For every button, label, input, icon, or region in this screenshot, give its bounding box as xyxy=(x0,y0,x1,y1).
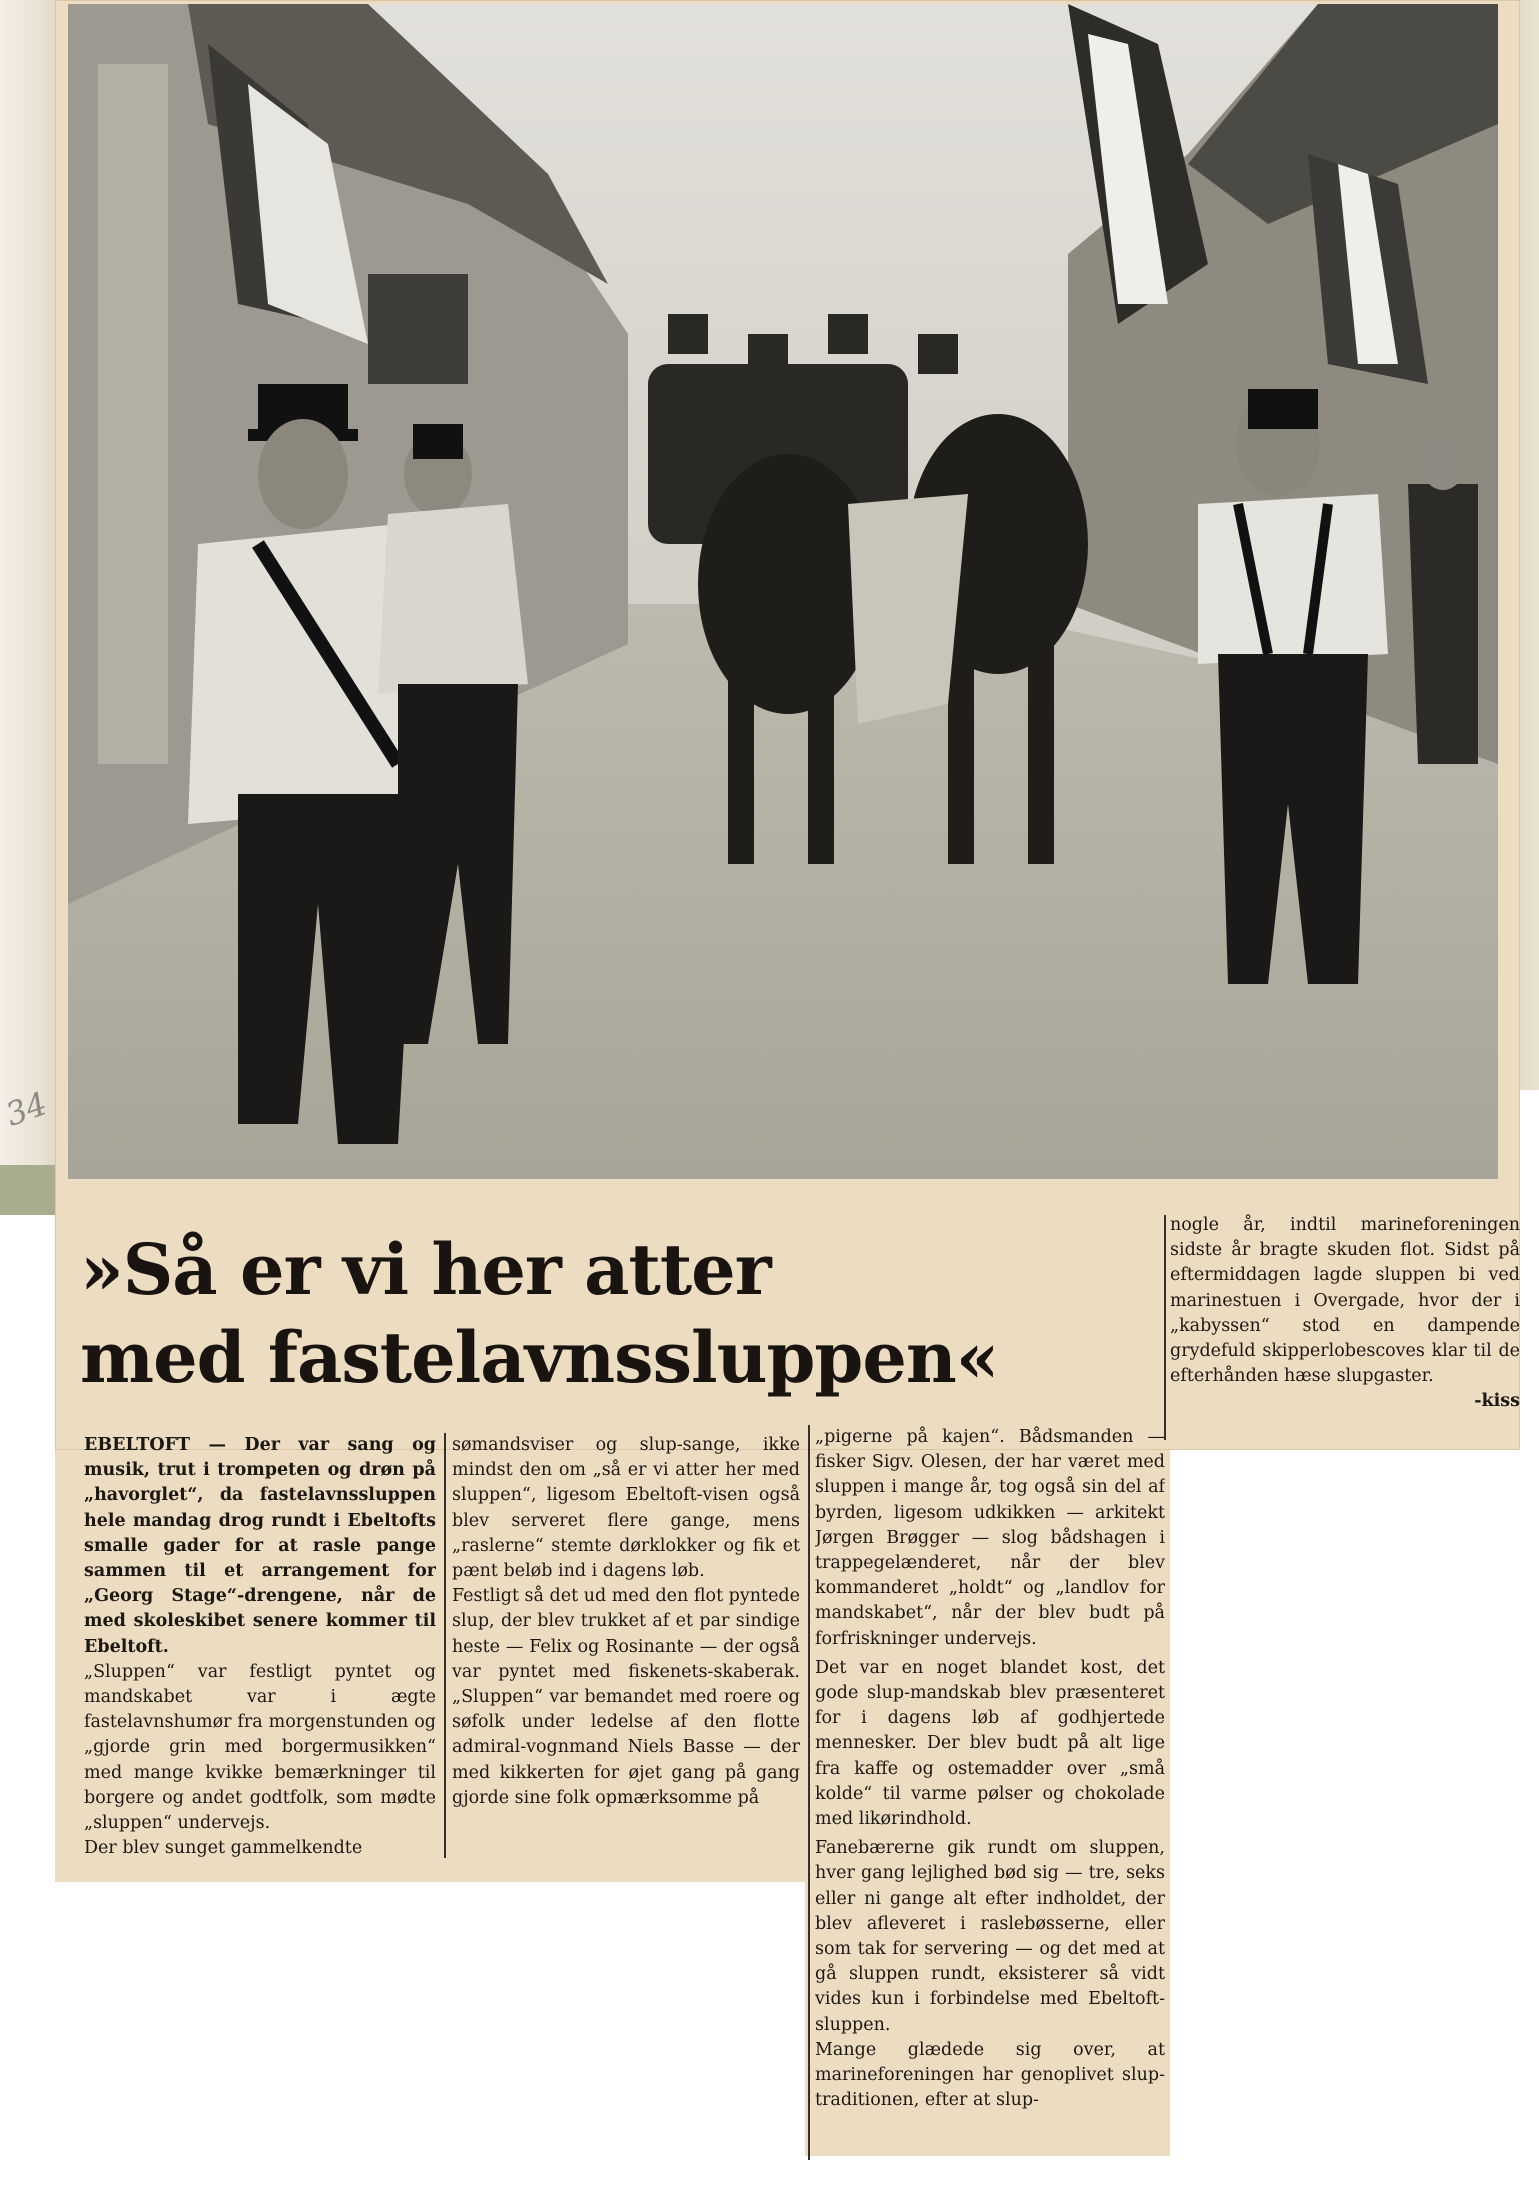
body-paragraph: Festligt så det ud med den flot pyntede slup, der blev trukket af et par sindige heste — Felix og Rosinante — der også var pyntet med fiskenets-skaberak. „Sluppen“ var bemandet med roere og søfolk under ledelse af den flotte admiral-vognmand Niels Basse — der med kikkerten for øjet gang på gang gjorde sine folk opmærksomme på xyxy=(452,1586,800,1808)
article-column-3 xyxy=(815,1425,1165,2160)
headline-line-2: med fastelavnssluppen« xyxy=(80,1316,999,1400)
column-rule-1 xyxy=(444,1433,446,1858)
body-paragraph: Der blev sunget gammelkendte xyxy=(84,1838,363,1859)
house-wall-left xyxy=(98,64,168,764)
headline-line-1: »Så er vi her atter xyxy=(80,1228,771,1312)
column-rule-2 xyxy=(808,1425,810,2160)
pencil-page-number: 34 xyxy=(0,1084,52,1134)
body-paragraph: Mange glædede sig over, at marineforeningen har genoplivet slup-traditionen, efter at slup- xyxy=(815,2039,1165,2111)
house-window xyxy=(368,274,468,384)
body-paragraph: nogle år, indtil marineforeningen sidste år bragte skuden flot. Sidst på eftermiddagen lagde sluppen bi ved marinestuen i Overgade, hvor der i „kabyssen“ stod en dampende grydefuld skipperlobescoves klar til de efterhånden hæse slupgaster. xyxy=(1170,1215,1520,1387)
column-rule-3 xyxy=(1164,1215,1166,1440)
man-right-background xyxy=(1408,438,1478,764)
author-signature: -kiss xyxy=(1474,1391,1520,1412)
cutout-area-bottom xyxy=(55,1882,805,2200)
body-paragraph: „pigerne på kajen“. Bådsmanden — fisker Sigv. Olesen, der har været med sluppen i mange år, tog også sin del af byrden, ligesom udkikken — arkitekt Jørgen Brøgger — slog bådshagen i trappegelænderet, når der blev kommanderet „holdt“ og „landlov for mandskabet“, når der blev budt på forfriskninger undervejs. xyxy=(815,1427,1165,1649)
body-paragraph: sømandsviser og slup-sange, ikke mindst den om „så er vi atter her med sluppen“, ligesom Ebeltoft-visen også blev serveret flere gange, mens „raslerne“ stemte dørklokker og fik et pænt beløb ind i dagens løb. xyxy=(452,1435,800,1582)
article-column-4 xyxy=(1170,1213,1520,1443)
lead-paragraph: EBELTOFT — Der var sang og musik, trut i trompeten og drøn på „havorglet“, da fastelavnssluppen hele mandag drog rundt i Ebeltofts smalle gader for at rasle pange sammen til et arrangement for „Georg Stage“-drengene, når de med skoleskibet senere kommer til Ebeltoft. xyxy=(84,1435,436,1657)
body-paragraph: Det var en noget blandet kost, det gode slup-mandskab blev præsenteret for i dagens løb af godhjertede mennesker. Der blev budt på alt lige fra kaffe og ostemadder over „små kolde“ til varme pølser og chokolade med likørindhold. xyxy=(815,1657,1165,1830)
article-column-2 xyxy=(452,1433,800,1865)
article-column-1 xyxy=(84,1433,436,1865)
parade-photograph xyxy=(68,4,1498,1179)
article-headline xyxy=(80,1226,999,1402)
cutout-area xyxy=(1170,1450,1539,2200)
parade-photo-illustration xyxy=(68,4,1498,1179)
body-paragraph: „Sluppen“ var festligt pyntet og mandskabet var i ægte fastelavnshumør fra morgenstunden og „gjorde grin med borgermusikken“ med mange kvikke bemærkninger til borgere og andet godtfolk, som mødte „sluppen“ undervejs. xyxy=(84,1661,436,1834)
body-paragraph: Fanebærerne gik rundt om sluppen, hver gang lejlighed bød sig — tre, seks eller ni gange alt efter indholdet, der blev afleveret i raslebøsserne, eller som tak for servering — og det med at gå sluppen rundt, eksisterer så vidt vides kun i forbindelse med Ebeltoft-sluppen. xyxy=(815,1838,1165,2035)
